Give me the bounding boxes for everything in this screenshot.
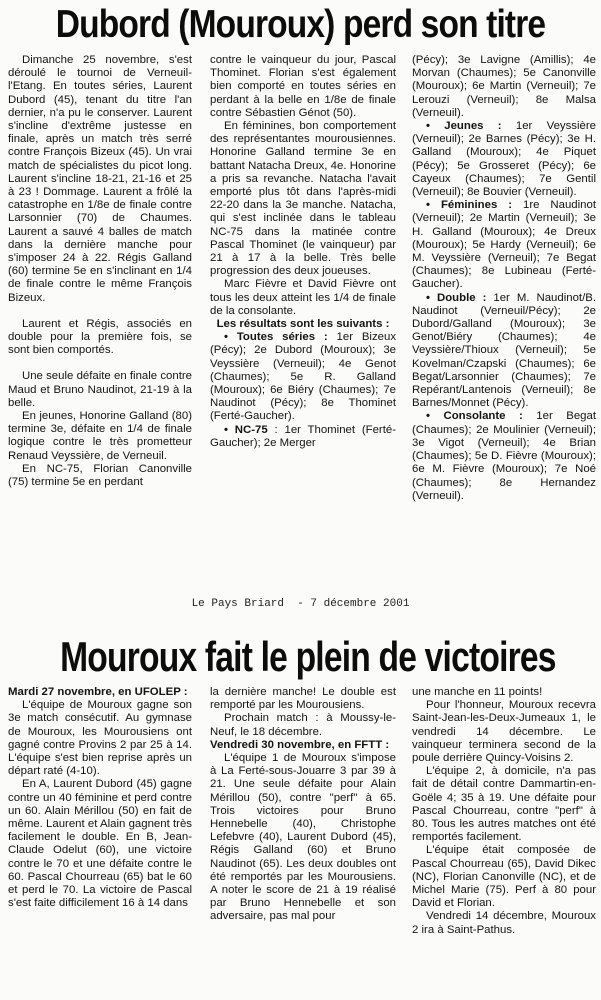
article1-headline: Dubord (Mouroux) perd son titre: [55, 3, 546, 46]
results-text: 1er M. Naudinot/B. Naudinot (Verneuil/Pécy); 2e Dubord/Galland (Mouroux); 3e Genot/Biéry (Chaumes); 4e Veyssière/Thioux (Verneuil); 5e Kovelman/Czapski (Chaumes); 6e Begat/Larsonnier (Chaumes); 7e Repérant/Lantenois (Verneuil); 8e Barnes/Monnet (Pécy).: [412, 291, 596, 410]
paragraph: L'équipe était composée de Pascal Chourreau (65), David Dikec (NC), Florian Canonville (NC), et de Michel Marie (75). Perf à 80 pour David et Florian.: [412, 844, 596, 910]
paragraph: Vendredi 14 décembre, Mouroux 2 ira à Saint-Pathus.: [412, 910, 596, 936]
results-label: • NC-75: [224, 423, 268, 436]
results-consolante: [412, 410, 596, 502]
paragraph: L'équipe de Mouroux gagne son 3e match consécutif. Au gymnase de Mouroux, les Mourousiens ont gagné contre Provins 2 par 25 à 14. L'équipe s'est bien reprise après un départ raté (4-10).: [8, 699, 192, 778]
article2-column-1: [8, 686, 192, 998]
article2-column-3: [412, 686, 596, 998]
article1-column-3: [412, 54, 596, 614]
paragraph: Dimanche 25 novembre, s'est déroulé le tournoi de Verneuil-l'Etang. En toutes séries, Laurent Dubord (45), tenant du titre l'an dernier, n'a pu le conserver. Laurent s'incline d'extrême justesse en finale, après un match très serré contre François Bizeux (45). Un vrai match de spécialistes du picot long. Laurent s'incline 18-21, 21-16 et 25 à 23 ! Dommage. Laurent a frôlé la catastrophe en 1/8e de finale contre Larsonnier (70) de Chaumes. Laurent a sauvé 4 balles de match dans la dernière manche pour s'imposer 24 à 22. Régis Galland (60) termine 5e en s'inclinant en 1/4 de finale contre le même François Bizeux.: [8, 54, 192, 304]
paragraph: En A, Laurent Dubord (45) gagne contre un 40 féminine et perd contre un 60. Alain Mérillou (50) en fait de même. Laurent et Alain gagnent très facilement le double. En B, Jean-Claude Odelut (60), une victoire contre le 70 et une défaite contre le 60. Pascal Chourreau (65) bat le 60 et perd le 70. La victoire de Pascal s'est faite difficilement 16 à 14 dans: [8, 778, 192, 910]
results-label: • Jeunes :: [426, 120, 502, 133]
paragraph: En féminines, bon comportement des représentantes mourousiennes. Honorine Galland termine 3e en battant Natacha Dreux, 4e. Honorine a pris sa revanche. Natacha l'avait emporté plus tôt dans l'après-midi 22-20 dans la 3e manche. Natacha, qui s'est inclinée dans le tableau NC-75 dans la matinée contre Pascal Thominet (le vainqueur) par 21 à 17 à la belle. Très belle progression des deux joueuses.: [210, 120, 396, 278]
paragraph: contre le vainqueur du jour, Pascal Thominet. Florian s'est également bien comporté en toutes séries en perdant à la belle en 1/8e de finale contre Sébastien Génot (50).: [210, 54, 396, 119]
results-text: 1re Naudinot (Verneuil); 2e Martin (Verneuil); 3e H. Galland (Mouroux); 4e Dreux (Mouroux); 5e Hardy (Verneuil); 6e M. Veyssière (Verneuil); 7e Begat (Chaumes); 8e Lubineau (Ferté-Gaucher).: [412, 199, 596, 291]
paragraph: (Pécy); 3e Lavigne (Amillis); 4e Morvan (Chaumes); 5e Canonville (Mouroux); 6e Martin (Verneuil); 7e Lerouzi (Verneuil); 8e Malsa (Verneuil).: [412, 54, 596, 119]
article1-column-1: [8, 54, 192, 614]
paragraph: Laurent et Régis, associés en double pour la première fois, se sont bien comportés.: [8, 317, 192, 357]
paragraph: une manche en 11 points!: [412, 686, 543, 698]
results-text: : 1er Thominet (Ferté-Gaucher); 2e Merger: [210, 423, 396, 449]
results-feminines: [412, 199, 596, 291]
paragraph: En NC-75, Florian Canonville (75) termine 5e en perdant: [8, 462, 192, 489]
results-toutes-series: [210, 331, 396, 423]
paragraph: Prochain match : à Moussy-le-Neuf, le 18 décembre.: [210, 712, 396, 738]
article2-headline: Mouroux fait le plein de victoires: [60, 633, 556, 680]
paragraph: Pour l'honneur, Mouroux recevra Saint-Jean-les-Deux-Jumeaux 1, le vendredi 14 décembre. Le vainqueur terminera second de la poule derrière Quincy-Voisins 2.: [412, 699, 596, 765]
results-label: • Féminines :: [426, 199, 513, 212]
paragraph: L'équipe 2, à domicile, n'a pas fait de détail contre Dammartin-en-Goële 4; 35 à 19. Une défaite pour Pascal Chourreau, contre "perf" à 80. Tous les autres matches ont été remportés facilement.: [412, 765, 596, 844]
results-heading: Les résultats sont les suivants :: [216, 318, 390, 331]
results-jeunes: [412, 120, 596, 199]
article2-column-2: [210, 686, 396, 998]
results-text: 1er Begat (Chaumes); 2e Moulinier (Verneuil); 3e Vigot (Verneuil); 4e Brian (Chaumes); 5e D. Fièvre (Mouroux); 6e M. Fièvre (Mouroux); 7e Noé (Chaumes); 8e Hernandez (Verneuil).: [412, 410, 596, 502]
paragraph: En jeunes, Honorine Galland (80) termine 3e, défaite en 1/4 de finale logique contre le très prometteur Renaud Veyssière, de Verneuil.: [8, 410, 192, 462]
paragraph: la dernière manche! Le double est remporté par les Mourousiens.: [210, 686, 396, 712]
results-text: 1er Veyssière (Verneuil); 2e Barnes (Pécy); 3e H. Galland (Mouroux); 4e Piquet (Pécy); 5e Grosseret (Pécy); 6e Cayeux (Chaumes); 7e Gentil (Verneuil); 8e Bouvier (Verneuil).: [412, 120, 596, 199]
results-label: • Consolante :: [426, 410, 523, 423]
paragraph: Marc Fièvre et David Fièvre ont tous les deux atteint les 1/4 de finale de la consolante.: [210, 278, 396, 317]
article1-column-2: [210, 54, 396, 614]
results-label: • Toutes séries :: [224, 331, 328, 344]
results-text: 1er Bizeux (Pécy); 2e Dubord (Mouroux); 3e Veyssière (Verneuil); 4e Genot (Chaumes); 5e R. Galland (Mouroux); 6e Biéry (Chaumes); 7e Naudinot (Pécy); 8e Thominet (Ferté-Gaucher).: [210, 331, 396, 423]
section-heading: Vendredi 30 novembre, en FFTT :: [210, 738, 390, 751]
results-label: • Double :: [426, 291, 487, 304]
publication-dateline: Le Pays Briard - 7 décembre 2001: [191, 598, 410, 610]
results-double: [412, 292, 596, 411]
paragraph: Une seule défaite en finale contre Maud et Bruno Naudinot, 21-19 à la belle.: [8, 370, 192, 409]
paragraph: L'équipe 1 de Mouroux s'impose à La Ferté-sous-Jouarre 3 par 39 à 21. Une seule défaite pour Alain Mérillou (50), contre "perf" à 65. Trois victoires pour Bruno Hennebelle (40), Christophe Lefebvre (40), Laurent Dubord (45), Régis Galland (60) et Bruno Naudinot (65). Les deux doubles ont été remportés par les Mourousiens. A noter le score de 21 à 19 réalisé par Bruno Hennebelle et son adversaire, pas mal pour: [210, 752, 396, 923]
results-nc75: [210, 424, 396, 450]
section-heading: Mardi 27 novembre, en UFOLEP :: [8, 686, 188, 698]
